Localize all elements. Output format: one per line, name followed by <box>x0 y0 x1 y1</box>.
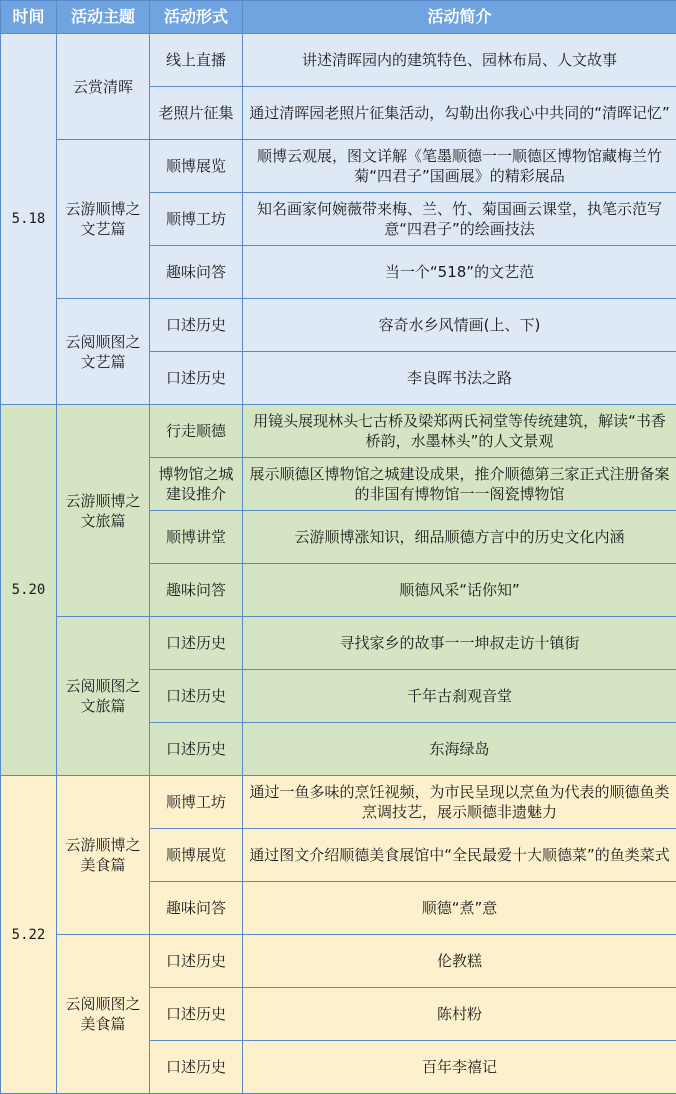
desc-cell: 千年古刹观音堂 <box>243 670 676 723</box>
form-cell: 口述历史 <box>150 352 243 405</box>
desc-cell: 顺德“煮”意 <box>243 882 676 935</box>
desc-cell: 云游顺博涨知识，细品顺德方言中的历史文化内涵 <box>243 511 676 564</box>
form-cell: 口述历史 <box>150 670 243 723</box>
table-row <box>1 140 676 193</box>
form-cell: 博物馆之城建设推介 <box>150 458 243 511</box>
desc-cell: 李良晖书法之路 <box>243 352 676 405</box>
form-cell: 顺博展览 <box>150 140 243 193</box>
desc-cell: 东海绿岛 <box>243 723 676 776</box>
theme-cell: 云赏清晖 <box>57 34 150 140</box>
desc-cell: 伦教糕 <box>243 935 676 988</box>
date-cell: 5.20 <box>1 405 57 776</box>
form-cell: 顺博工坊 <box>150 193 243 246</box>
form-cell: 口述历史 <box>150 988 243 1041</box>
theme-cell: 云阅顺图之文旅篇 <box>57 617 150 776</box>
table-row <box>1 935 676 988</box>
form-cell: 口述历史 <box>150 935 243 988</box>
desc-cell: 通过一鱼多味的烹饪视频，为市民呈现以烹鱼为代表的顺德鱼类烹调技艺，展示顺德非遗魅力 <box>243 776 676 829</box>
form-cell: 趣味问答 <box>150 246 243 299</box>
form-cell: 顺博展览 <box>150 829 243 882</box>
desc-cell: 展示顺德区博物馆之城建设成果，推介顺德第三家正式注册备案的非国有博物馆一一阁瓷博物馆 <box>243 458 676 511</box>
form-cell: 行走顺德 <box>150 405 243 458</box>
theme-cell: 云阅顺图之文艺篇 <box>57 299 150 405</box>
desc-cell: 顺博云观展，图文详解《笔墨顺德一一顺德区博物馆藏梅兰竹菊“四君子”国画展》的精彩展品 <box>243 140 676 193</box>
desc-cell: 容奇水乡风情画(上、下) <box>243 299 676 352</box>
desc-cell: 用镜头展现林头七古桥及梁郑两氏祠堂等传统建筑，解读“书香桥韵，水墨林头”的人文景观 <box>243 405 676 458</box>
form-cell: 趣味问答 <box>150 882 243 935</box>
header-desc: 活动简介 <box>243 1 676 34</box>
table-row <box>1 617 676 670</box>
desc-cell: 陈村粉 <box>243 988 676 1041</box>
desc-cell: 当一个“518”的文艺范 <box>243 246 676 299</box>
header-row <box>1 1 676 34</box>
table-row <box>1 34 676 87</box>
form-cell: 口述历史 <box>150 299 243 352</box>
header-time: 时间 <box>1 1 57 34</box>
form-cell: 线上直播 <box>150 34 243 87</box>
theme-cell: 云游顺博之文艺篇 <box>57 140 150 299</box>
desc-cell: 百年李禧记 <box>243 1041 676 1094</box>
table-row <box>1 299 676 352</box>
form-cell: 趣味问答 <box>150 564 243 617</box>
form-cell: 口述历史 <box>150 723 243 776</box>
form-cell: 老照片征集 <box>150 87 243 140</box>
header-theme: 活动主题 <box>57 1 150 34</box>
desc-cell: 讲述清晖园内的建筑特色、园林布局、人文故事 <box>243 34 676 87</box>
form-cell: 口述历史 <box>150 617 243 670</box>
theme-cell: 云阅顺图之美食篇 <box>57 935 150 1094</box>
desc-cell: 知名画家何婉薇带来梅、兰、竹、菊国画云课堂，执笔示范写意“四君子”的绘画技法 <box>243 193 676 246</box>
header-form: 活动形式 <box>150 1 243 34</box>
form-cell: 顺博讲堂 <box>150 511 243 564</box>
theme-cell: 云游顺博之文旅篇 <box>57 405 150 617</box>
desc-cell: 通过清晖园老照片征集活动，勾勒出你我心中共同的“清晖记忆” <box>243 87 676 140</box>
table-row <box>1 405 676 458</box>
desc-cell: 顺德风采“话你知” <box>243 564 676 617</box>
table-row <box>1 776 676 829</box>
form-cell: 顺博工坊 <box>150 776 243 829</box>
theme-cell: 云游顺博之美食篇 <box>57 776 150 935</box>
date-cell: 5.22 <box>1 776 57 1094</box>
form-cell: 口述历史 <box>150 1041 243 1094</box>
desc-cell: 通过图文介绍顺德美食展馆中“全民最爱十大顺德菜”的鱼类菜式 <box>243 829 676 882</box>
date-cell: 5.18 <box>1 34 57 405</box>
desc-cell: 寻找家乡的故事一一坤叔走访十镇街 <box>243 617 676 670</box>
